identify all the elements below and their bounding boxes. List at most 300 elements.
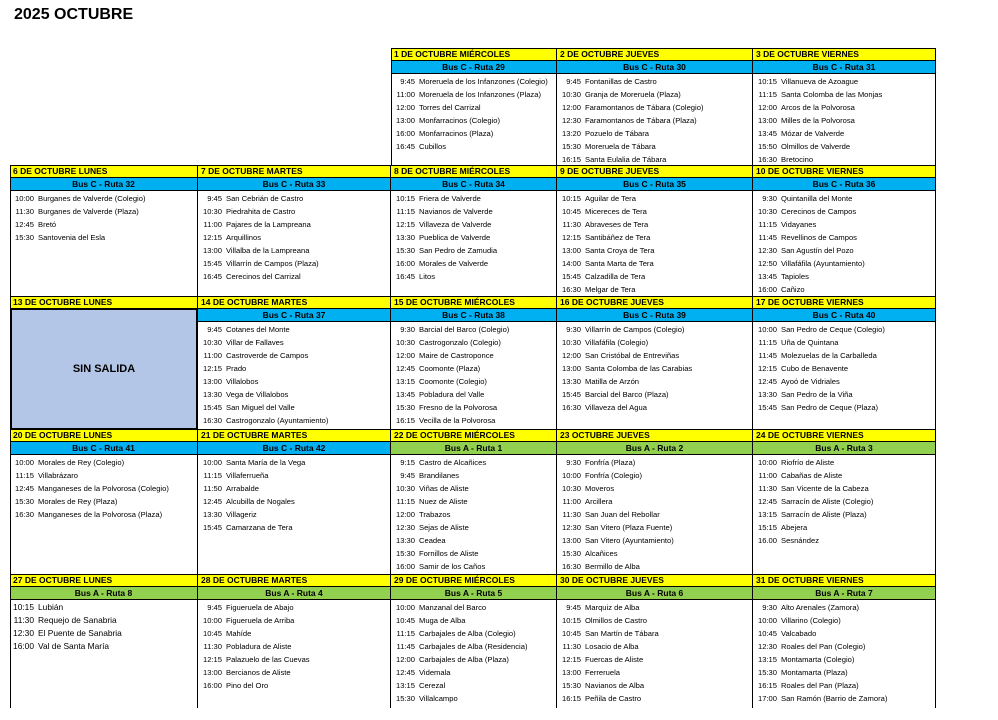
stop-time: 11:50 (203, 484, 222, 493)
stop-place: Ayoó de Vidriales (781, 377, 840, 386)
day-header: 14 DE OCTUBRE MARTES (198, 296, 390, 309)
stop-time: 16:15 (561, 694, 581, 703)
stop-entry (391, 218, 556, 231)
stop-time: 9:45 (566, 603, 581, 612)
stop-time: 15:45 (561, 272, 581, 281)
day-header: 27 DE OCTUBRE LUNES (10, 574, 197, 587)
stop-entry (557, 375, 752, 388)
stop-entry (10, 482, 197, 495)
stop-list (753, 322, 935, 414)
stop-entry (391, 127, 556, 140)
stop-time: 12:30 (561, 523, 581, 532)
day-cell (198, 296, 391, 429)
stop-time: 11:15 (396, 497, 415, 506)
stop-place: Castro de Alcañices (419, 458, 487, 467)
stop-place: Manganeses de la Polvorosa (Plaza) (38, 510, 163, 519)
stop-place: Granja de Moreruela (Plaza) (585, 90, 681, 99)
stop-entry (198, 601, 390, 614)
stop-place: San Vitero (Plaza Fuente) (585, 523, 673, 532)
day-cell (557, 574, 753, 708)
bus-route-header: Bus A - Ruta 4 (198, 587, 390, 600)
stop-time: 13:30 (757, 390, 777, 399)
day-cell (753, 165, 936, 296)
stop-place: Alcañices (585, 549, 618, 558)
stop-time: 10:15 (757, 77, 777, 86)
day-cell (198, 574, 391, 708)
stop-place: Abejera (781, 523, 808, 532)
stop-time: 12:00 (395, 510, 415, 519)
stop-entry (753, 627, 935, 640)
day-header: 24 DE OCTUBRE VIERNES (753, 429, 935, 442)
stop-place: Castrogonzalo (Ayuntamiento) (226, 416, 329, 425)
bus-route-header: Bus A - Ruta 7 (753, 587, 935, 600)
stop-time: 16:45 (202, 272, 222, 281)
stop-place: Nuez de Aliste (419, 497, 468, 506)
stop-time: 13:00 (757, 116, 777, 125)
stop-place: Aguilar de Tera (585, 194, 636, 203)
stop-place: Cubo de Benavente (781, 364, 849, 373)
stop-time: 16.00 (757, 536, 777, 545)
stop-entry (10, 508, 197, 521)
stop-time: 12:30 (395, 523, 415, 532)
stop-time: 10:45 (561, 629, 581, 638)
stop-place: Bretocino (781, 155, 814, 164)
bus-route-header: Bus C - Ruta 30 (557, 61, 752, 74)
stop-place: Alcubilla de Nogales (226, 497, 295, 506)
day-header: 22 DE OCTUBRE MIÉRCOLES (391, 429, 556, 442)
stop-time: 9:45 (566, 77, 581, 86)
stop-place: Coomonte (Colegio) (419, 377, 487, 386)
stop-entry (10, 469, 197, 482)
stop-time: 11:15 (758, 338, 777, 347)
stop-entry (753, 534, 935, 547)
stop-entry (391, 456, 556, 469)
stop-time: 11:15 (203, 471, 222, 480)
stop-time: 11:00 (396, 90, 415, 99)
stop-entry (198, 627, 390, 640)
stop-entry (391, 362, 556, 375)
day-cell (198, 165, 391, 296)
stop-place: Barcial del Barco (Plaza) (585, 390, 669, 399)
stop-time: 11:30 (758, 484, 777, 493)
stop-place: Villafáfila (Ayuntamiento) (781, 259, 865, 268)
stop-place: Carbajales de Alba (Plaza) (419, 655, 509, 664)
stop-entry (557, 205, 752, 218)
stop-time: 15:15 (757, 523, 777, 532)
stop-time: 12:30 (13, 628, 34, 638)
stop-list (391, 191, 556, 283)
stop-entry (391, 534, 556, 547)
stop-time: 13:00 (561, 364, 581, 373)
bus-route-header: Bus C - Ruta 39 (557, 309, 752, 322)
stop-place: Viñas de Aliste (419, 484, 469, 493)
stop-place: Barcial del Barco (Colegio) (419, 325, 510, 334)
stop-time: 12:30 (757, 642, 777, 651)
stop-time: 13:00 (561, 668, 581, 677)
stop-place: Moveros (585, 484, 615, 493)
stop-time: 12:45 (14, 220, 34, 229)
stop-entry (753, 101, 935, 114)
day-header: 7 DE OCTUBRE MARTES (198, 165, 390, 178)
stop-place: Riofrío de Aliste (781, 458, 835, 467)
stop-place: Litos (419, 272, 436, 281)
stop-entry (391, 114, 556, 127)
bus-route-header: Bus A - Ruta 3 (753, 442, 935, 455)
stop-time: 15:30 (561, 549, 581, 558)
stop-entry (10, 218, 197, 231)
stop-entry (753, 679, 935, 692)
stop-place: Friera de Valverde (419, 194, 481, 203)
stop-time: 15:30 (395, 549, 415, 558)
stop-time: 10:30 (395, 338, 415, 347)
stop-place: Tapioles (781, 272, 809, 281)
stop-time: 12:45 (202, 497, 222, 506)
day-header: 6 DE OCTUBRE LUNES (10, 165, 197, 178)
stop-entry (753, 75, 935, 88)
stop-entry (391, 508, 556, 521)
stop-place: Lubián (38, 602, 64, 612)
stop-place: Santa María de la Vega (226, 458, 306, 467)
stop-time: 12:15 (202, 364, 222, 373)
stop-place: Sarracín de Aliste (Colegio) (781, 497, 874, 506)
stop-entry (557, 482, 752, 495)
stop-place: San Agustín del Pozo (781, 246, 854, 255)
stop-place: Burganes de Valverde (Plaza) (38, 207, 139, 216)
bus-route-header: Bus A - Ruta 2 (557, 442, 752, 455)
stop-place: Camarzana de Tera (226, 523, 293, 532)
stop-time: 17:00 (757, 694, 777, 703)
stop-entry (391, 560, 556, 573)
stop-place: Villalba de la Lampreana (226, 246, 310, 255)
stop-list (391, 74, 556, 153)
stop-list (391, 600, 556, 705)
stop-place: Monfarracinos (Colegio) (419, 116, 501, 125)
stop-place: Montamarta (Colegio) (781, 655, 855, 664)
stop-entry (10, 495, 197, 508)
stop-place: Villalcampo (419, 694, 458, 703)
stop-place: Fonfría (Plaza) (585, 458, 636, 467)
stop-entry (391, 88, 556, 101)
stop-place: Carbajales de Alba (Residencia) (419, 642, 528, 651)
stop-entry (198, 244, 390, 257)
stop-time: 10:45 (202, 629, 222, 638)
bus-route-header: Bus C - Ruta 38 (391, 309, 556, 322)
stop-time: 16:30 (14, 510, 34, 519)
bus-route-header: Bus A - Ruta 8 (10, 587, 197, 600)
stop-place: Molezuelas de la Carballeda (781, 351, 877, 360)
day-header: 15 DE OCTUBRE MIÉRCOLES (391, 296, 556, 309)
stop-place: Arcillera (585, 497, 613, 506)
stop-place: Castroverde de Campos (226, 351, 309, 360)
day-cell (198, 429, 391, 574)
stop-time: 10:15 (395, 194, 415, 203)
stop-time: 11:15 (396, 629, 415, 638)
stop-entry (753, 666, 935, 679)
stop-time: 9:45 (207, 325, 222, 334)
stop-place: Villarrín de Campos (Colegio) (585, 325, 685, 334)
stop-entry (557, 140, 752, 153)
stop-entry (557, 521, 752, 534)
stop-entry (391, 666, 556, 679)
stop-entry (198, 456, 390, 469)
stop-entry (557, 640, 752, 653)
stop-entry (753, 482, 935, 495)
stop-entry (198, 495, 390, 508)
stop-entry (391, 375, 556, 388)
stop-time: 15:30 (561, 142, 581, 151)
stop-list (10, 191, 197, 244)
stop-list (10, 600, 197, 653)
stop-entry (391, 388, 556, 401)
stop-entry (557, 257, 752, 270)
stop-time: 15:30 (395, 694, 415, 703)
stop-entry (198, 469, 390, 482)
stop-entry (10, 640, 197, 653)
stop-list (10, 455, 197, 521)
bus-route-header: Bus A - Ruta 6 (557, 587, 752, 600)
stop-time: 10:15 (13, 602, 34, 612)
day-header: 20 DE OCTUBRE LUNES (10, 429, 197, 442)
stop-place: Cabañas de Aliste (781, 471, 843, 480)
stop-entry (198, 653, 390, 666)
day-header: 28 DE OCTUBRE MARTES (198, 574, 390, 587)
stop-entry (391, 495, 556, 508)
stop-time: 9:30 (762, 194, 777, 203)
stop-place: Brandilanes (419, 471, 460, 480)
stop-time: 15:45 (202, 259, 222, 268)
stop-entry (557, 456, 752, 469)
stop-entry (391, 614, 556, 627)
stop-entry (10, 231, 197, 244)
stop-place: El Puente de Sanabria (38, 628, 122, 638)
stop-time: 9:15 (400, 458, 415, 467)
stop-entry (753, 114, 935, 127)
stop-time: 11:15 (758, 220, 777, 229)
stop-entry (391, 482, 556, 495)
stop-entry (753, 653, 935, 666)
stop-list (753, 191, 935, 296)
stop-time: 12:15 (561, 655, 581, 664)
stop-place: Villarino (Colegio) (781, 616, 841, 625)
stop-entry (10, 627, 197, 640)
stop-entry (198, 414, 390, 427)
stop-time: 11:30 (562, 642, 581, 651)
stop-time: 10:15 (561, 616, 581, 625)
stop-place: Cerecinos del Carrizal (226, 272, 301, 281)
stop-time: 15:30 (395, 246, 415, 255)
stop-entry (198, 231, 390, 244)
stop-time: 10:45 (757, 629, 777, 638)
stop-entry (391, 101, 556, 114)
stop-entry (10, 614, 197, 627)
stop-time: 11:30 (15, 207, 34, 216)
stop-place: Ferreruela (585, 668, 621, 677)
stop-entry (753, 362, 935, 375)
stop-entry (557, 627, 752, 640)
stop-time: 11:45 (758, 233, 777, 242)
stop-time: 10:00 (757, 325, 777, 334)
stop-entry (753, 140, 935, 153)
stop-entry (753, 218, 935, 231)
stop-entry (391, 401, 556, 414)
stop-time: 13:45 (757, 272, 777, 281)
stop-entry (557, 323, 752, 336)
stop-place: Samir de los Caños (419, 562, 486, 571)
stop-entry (753, 257, 935, 270)
stop-list (198, 600, 390, 692)
stop-time: 13:30 (395, 233, 415, 242)
day-header: 16 DE OCTUBRE JUEVES (557, 296, 752, 309)
stop-place: Morales de Valverde (419, 259, 489, 268)
stop-place: Pobladura de Aliste (226, 642, 292, 651)
stop-time: 15:30 (395, 403, 415, 412)
stop-time: 12:15 (757, 364, 777, 373)
stop-entry (753, 692, 935, 705)
stop-place: Santa Marta de Tera (585, 259, 654, 268)
stop-time: 15:30 (561, 681, 581, 690)
stop-time: 12:00 (561, 103, 581, 112)
stop-time: 11:30 (562, 510, 581, 519)
stop-place: Navianos de Alba (585, 681, 645, 690)
day-header: 23 OCTUBRE JUEVES (557, 429, 752, 442)
stop-place: San Cebrián de Castro (226, 194, 304, 203)
stop-place: Calzadilla de Tera (585, 272, 646, 281)
bus-route-header: Bus C - Ruta 36 (753, 178, 935, 191)
stop-entry (753, 401, 935, 414)
day-cell (391, 574, 557, 708)
stop-entry (391, 349, 556, 362)
stop-place: Milles de la Polvorosa (781, 116, 855, 125)
stop-time: 11:30 (562, 220, 581, 229)
stop-place: Moreruela de los Infanzones (Colegio) (419, 77, 548, 86)
stop-time: 13:30 (395, 536, 415, 545)
stop-place: Peñila de Castro (585, 694, 642, 703)
stop-entry (753, 640, 935, 653)
stop-time: 11:00 (203, 351, 222, 360)
stop-time: 15:45 (202, 403, 222, 412)
day-header: 31 DE OCTUBRE VIERNES (753, 574, 935, 587)
stop-place: Vecilla de la Polvorosa (419, 416, 496, 425)
bus-route-header: Bus C - Ruta 34 (391, 178, 556, 191)
stop-place: Uña de Quintana (781, 338, 839, 347)
stop-entry (753, 244, 935, 257)
stop-entry (391, 257, 556, 270)
stop-place: Trabazos (419, 510, 451, 519)
stop-entry (557, 349, 752, 362)
stop-place: Figueruela de Arriba (226, 616, 295, 625)
day-header: 2 DE OCTUBRE JUEVES (557, 48, 752, 61)
no-service-block: SIN SALIDA (11, 309, 197, 429)
day-cell (10, 165, 198, 296)
stop-place: Bretó (38, 220, 57, 229)
stop-place: Videmala (419, 668, 451, 677)
stop-time: 13:00 (202, 246, 222, 255)
stop-place: Muga de Alba (419, 616, 466, 625)
stop-time: 11:00 (203, 220, 222, 229)
stop-entry (198, 192, 390, 205)
stop-place: Abraveses de Tera (585, 220, 649, 229)
stop-entry (557, 653, 752, 666)
stop-time: 10:00 (757, 458, 777, 467)
stop-entry (198, 349, 390, 362)
stop-entry (10, 192, 197, 205)
stop-place: Villafáfila (Colegio) (585, 338, 649, 347)
stop-entry (557, 547, 752, 560)
stop-time: 13:15 (757, 510, 777, 519)
stop-entry (557, 270, 752, 283)
stop-place: Montamarta (Plaza) (781, 668, 848, 677)
stop-time: 13:00 (202, 668, 222, 677)
day-header: 29 DE OCTUBRE MIÉRCOLES (391, 574, 556, 587)
stop-place: Villalobos (226, 377, 259, 386)
day-header: 13 DE OCTUBRE LUNES (10, 296, 197, 309)
stop-place: Sarracín de Aliste (Plaza) (781, 510, 867, 519)
stop-time: 16:30 (561, 285, 581, 294)
stop-time: 13:00 (561, 536, 581, 545)
stop-time: 13:45 (757, 129, 777, 138)
stop-entry (557, 469, 752, 482)
stop-time: 12:45 (757, 377, 777, 386)
stop-time: 13:15 (395, 681, 415, 690)
stop-time: 13:30 (202, 510, 222, 519)
stop-time: 10:30 (202, 338, 222, 347)
stop-time: 12:30 (561, 116, 581, 125)
stop-time: 12:45 (757, 497, 777, 506)
stop-entry (753, 388, 935, 401)
stop-time: 11:30 (203, 642, 222, 651)
stop-time: 16:30 (561, 562, 581, 571)
stop-place: Cotanes del Monte (226, 325, 290, 334)
stop-entry (391, 192, 556, 205)
stop-time: 9:30 (566, 458, 581, 467)
stop-time: 15:45 (202, 523, 222, 532)
stop-place: Valcabado (781, 629, 817, 638)
day-cell (753, 429, 936, 574)
stop-entry (753, 349, 935, 362)
stop-place: Faramontanos de Tábara (Colegio) (585, 103, 704, 112)
stop-entry (391, 469, 556, 482)
stop-time: 16:15 (757, 681, 777, 690)
top-block-left-border (391, 48, 392, 165)
stop-entry (753, 521, 935, 534)
stop-time: 10:30 (561, 338, 581, 347)
stop-time: 15:50 (757, 142, 777, 151)
stop-time: 10:30 (202, 207, 222, 216)
stop-time: 12:15 (202, 655, 222, 664)
bus-route-header: Bus C - Ruta 37 (198, 309, 390, 322)
stop-entry (557, 601, 752, 614)
stop-entry (391, 601, 556, 614)
stop-time: 10:00 (561, 471, 581, 480)
day-cell (753, 296, 936, 429)
stop-time: 12:45 (14, 484, 34, 493)
stop-entry (198, 508, 390, 521)
stop-entry (391, 205, 556, 218)
stop-entry (10, 601, 197, 614)
stop-entry (557, 692, 752, 705)
stop-place: Cañizo (781, 285, 805, 294)
stop-entry (557, 88, 752, 101)
stop-time: 16:45 (395, 272, 415, 281)
stop-time: 12:00 (395, 655, 415, 664)
stop-place: Arrabalde (226, 484, 259, 493)
stop-time: 9:45 (400, 77, 415, 86)
day-cell (391, 48, 557, 165)
stop-entry (753, 495, 935, 508)
stop-entry (753, 88, 935, 101)
stop-entry (198, 388, 390, 401)
stop-place: San Pedro de la Viña (781, 390, 853, 399)
